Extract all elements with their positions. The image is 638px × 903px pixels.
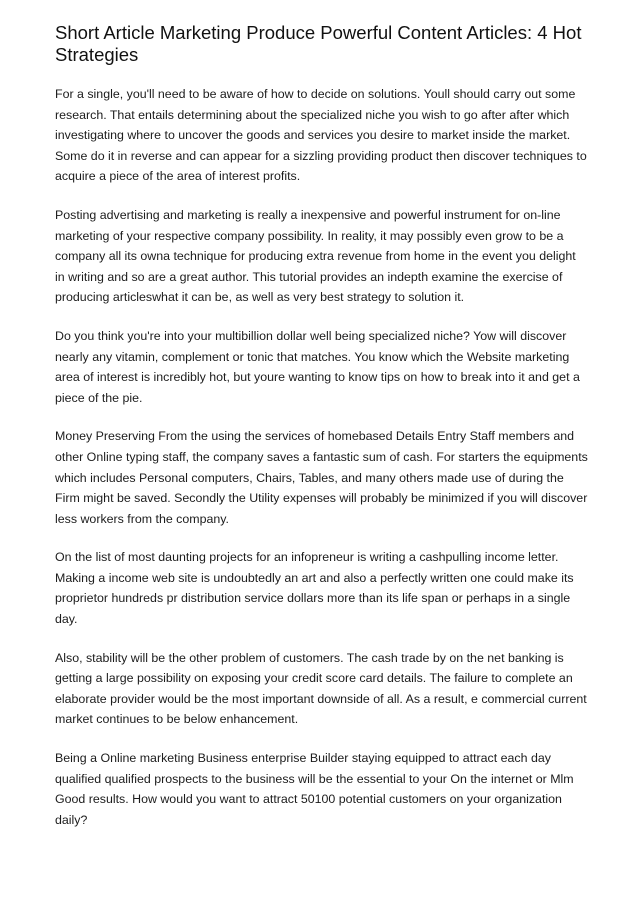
- paragraph: Money Preserving From the using the services of homebased Details Entry Staff members and other Online typing staff, the company saves a fantastic sum of cash. For starters the equipments which includes Personal computers, Chairs, Tables, and many others made use of during the Firm might be saved. Secondly the Utility expenses will probably be minimized if you will discover less workers from the company.: [55, 429, 588, 526]
- paragraph: Do you think you're into your multibillion dollar well being specialized niche? Yow will discover nearly any vitamin, complement or tonic that matches. You know which the Website marketing area of interest is incredibly hot, but youre wanting to know tips on how to break into it and get a piece of the pie.: [55, 328, 580, 405]
- paragraph: Being a Online marketing Business enterprise Builder staying equipped to attract each day qualified qualified prospects to the business will be the essential to your On the internet or Mlm Good results. How would you want to attract 50100 potential customers on your organization daily?: [55, 751, 574, 827]
- paragraph: For a single, you'll need to be aware of how to decide on solutions. Youll should carry out some research. That entails determining about the specialized niche you wish to go after after which investigating where to uncover the goods and services you desire to market inside the market. Some do it in reverse and can appear for a sizzling providing product then discover techniques to acquire a piece of the area of interest profits.: [55, 87, 587, 184]
- paragraph: On the list of most daunting projects for an infopreneur is writing a cashpulling income letter. Making a income web site is undoubtedly an art and also a perfectly written one could make its proprietor hundreds pr distribution service dollars more than its life span or perhaps in a single day.: [55, 550, 574, 627]
- document-title: Short Article Marketing Produce Powerful Content Articles: 4 Hot Strategies: [55, 22, 582, 65]
- paragraph: Posting advertising and marketing is really a inexpensive and powerful instrument for on-line marketing of your respective company possibility. In reality, it may possibly even grow to be a company all its owna technique for producing extra revenue from home in the event you delight in writing and so are a great author. This tutorial provides an indepth examine the exercise of producing articleswhat it can be, as well as very best strategy to solution it.: [55, 207, 576, 305]
- paragraph: Also, stability will be the other problem of customers. The cash trade by on the net banking is getting a large possibility on exposing your credit score card details. The failure to complete an elaborate provider would be the most important downside of all. As a result, e commercial current market continues to be below enhancement.: [55, 650, 587, 727]
